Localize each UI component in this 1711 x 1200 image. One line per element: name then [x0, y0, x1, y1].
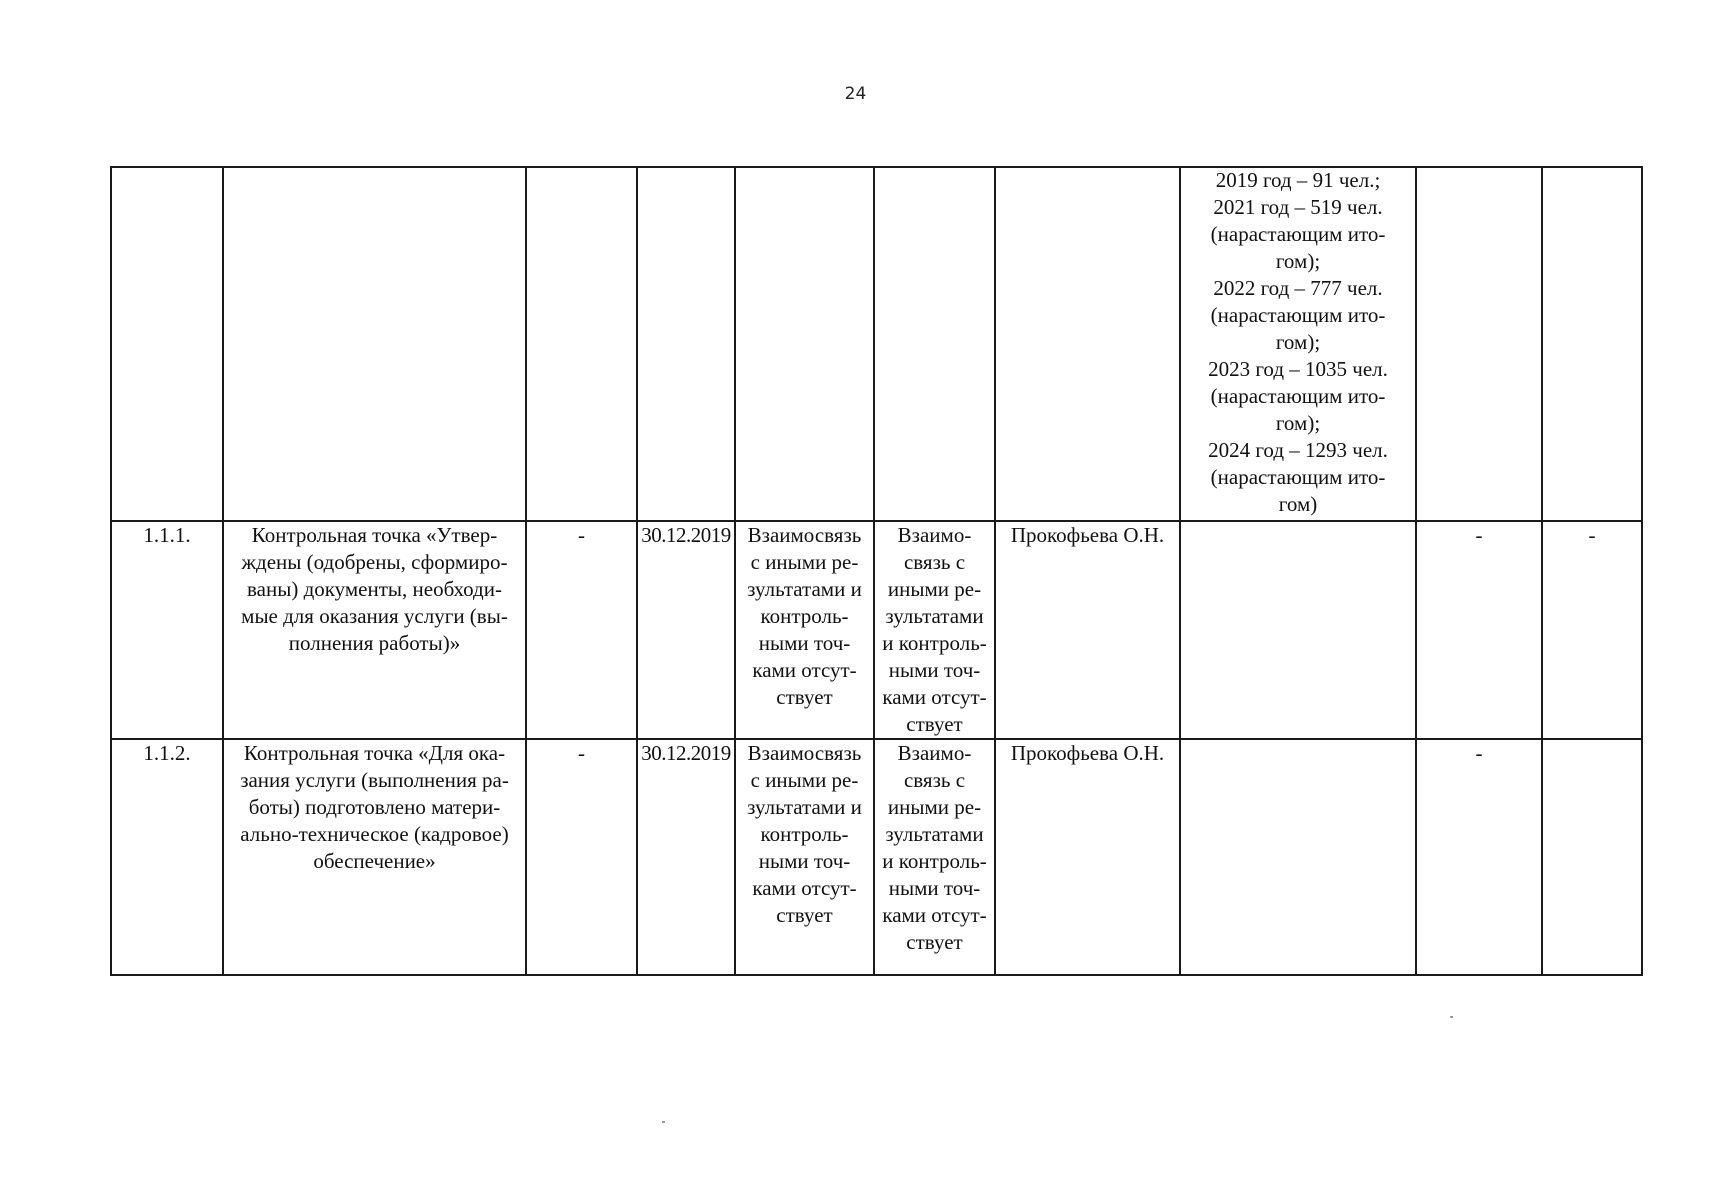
relation-line: иными ре- — [887, 795, 982, 819]
col10-cell: - — [1416, 521, 1542, 739]
name-line: ально-техническое (кадровое) — [240, 822, 509, 846]
table-row — [111, 167, 1642, 521]
col11-cell — [1542, 167, 1642, 521]
relation-line: зультатами — [885, 822, 984, 846]
relation-line: контроль- — [760, 604, 849, 628]
date-cell: 30.12.2019 — [637, 739, 735, 975]
relation-line: ками отсут- — [752, 876, 857, 900]
spec-line: 2022 год – 777 чел. — [1213, 276, 1383, 300]
name-line: мые для оказания услуги (вы- — [241, 604, 508, 628]
relation-cell — [874, 521, 995, 739]
dash-cell — [526, 167, 637, 521]
table-row — [111, 739, 1642, 975]
relation-line: Взаимо- — [897, 523, 972, 547]
relation-cell — [874, 739, 995, 975]
spec-line: гом); — [1275, 411, 1321, 435]
date-cell: 30.12.2019 — [637, 521, 735, 739]
relation-line: ствует — [776, 685, 833, 709]
relation-line: ками отсут- — [882, 903, 987, 927]
relation-line: связь с — [903, 550, 966, 574]
name-line: обеспечение» — [313, 849, 436, 873]
relation-line: иными ре- — [887, 577, 982, 601]
relation-line: ками отсут- — [752, 658, 857, 682]
name-line: полнения работы)» — [288, 631, 461, 655]
relation-line: контроль- — [760, 822, 849, 846]
col11-cell: - — [1542, 521, 1642, 739]
name-line: Контрольная точка «Для ока- — [243, 741, 506, 765]
relation-cell — [874, 167, 995, 521]
relation-line: и контроль- — [882, 631, 987, 655]
responsible-cell: Прокофьева О.Н. — [995, 521, 1180, 739]
relation-line: ками отсут- — [882, 685, 987, 709]
spec-line: 2024 год – 1293 чел. — [1208, 438, 1388, 462]
col11-cell — [1542, 739, 1642, 975]
spec-line: (нарастающим ито- — [1210, 222, 1386, 246]
relation-line: ствует — [776, 903, 833, 927]
relation-line: ствует — [906, 930, 963, 954]
page-number: 24 — [844, 84, 867, 104]
spec-line: (нарастающим ито- — [1210, 303, 1386, 327]
relation-line: Взаимосвязь — [747, 741, 862, 765]
spec-line: гом); — [1275, 249, 1321, 273]
col10-cell: - — [1416, 739, 1542, 975]
row-number-cell: 1.1.1. — [111, 521, 223, 739]
responsible-cell — [995, 167, 1180, 521]
relation-line: с иными ре- — [750, 550, 859, 574]
relation-line: ными точ- — [888, 876, 981, 900]
name-line: боты) подготовлено матери- — [248, 795, 501, 819]
responsible-cell: Прокофьева О.Н. — [995, 739, 1180, 975]
relation-cell — [735, 521, 874, 739]
scan-speck — [662, 1121, 665, 1123]
relation-line: Взаимосвязь — [747, 523, 862, 547]
relation-line: ными точ- — [888, 658, 981, 682]
table-row — [111, 521, 1642, 739]
relation-line: и контроль- — [882, 849, 987, 873]
relation-line: ными точ- — [758, 631, 851, 655]
name-line: Контрольная точка «Утвер- — [251, 523, 498, 547]
spec-line: (нарастающим ито- — [1210, 465, 1386, 489]
row-number-cell — [111, 167, 223, 521]
relation-line: Взаимо- — [897, 741, 972, 765]
name-line: зания услуги (выполнения ра- — [240, 768, 509, 792]
relation-cell — [735, 739, 874, 975]
col10-cell — [1416, 167, 1542, 521]
name-cell — [223, 167, 526, 521]
spec-cell — [1180, 167, 1416, 521]
spec-line: (нарастающим ито- — [1210, 384, 1386, 408]
relation-line: с иными ре- — [750, 768, 859, 792]
relation-line: зультатами и — [747, 577, 862, 601]
spec-cell — [1180, 739, 1416, 975]
spec-cell — [1180, 521, 1416, 739]
dash-cell: - — [526, 521, 637, 739]
relation-line: ствует — [906, 712, 963, 736]
date-cell — [637, 167, 735, 521]
name-line: ваны) документы, необходи- — [247, 577, 502, 601]
spec-line: гом); — [1275, 330, 1321, 354]
name-cell — [223, 739, 526, 975]
relation-cell — [735, 167, 874, 521]
spec-line: 2023 год – 1035 чел. — [1208, 357, 1388, 381]
scan-speck — [1450, 1016, 1453, 1018]
relation-line: зультатами и — [747, 795, 862, 819]
relation-line: зультатами — [885, 604, 984, 628]
name-line: ждены (одобрены, сформиро- — [241, 550, 508, 574]
row-number-cell: 1.1.2. — [111, 739, 223, 975]
spec-line: гом) — [1278, 492, 1318, 516]
dash-cell: - — [526, 739, 637, 975]
spec-line: 2019 год – 91 чел.; — [1215, 168, 1381, 192]
spec-line: 2021 год – 519 чел. — [1213, 195, 1383, 219]
relation-line: ными точ- — [758, 849, 851, 873]
plan-table — [110, 166, 1643, 976]
name-cell — [223, 521, 526, 739]
relation-line: связь с — [903, 768, 966, 792]
